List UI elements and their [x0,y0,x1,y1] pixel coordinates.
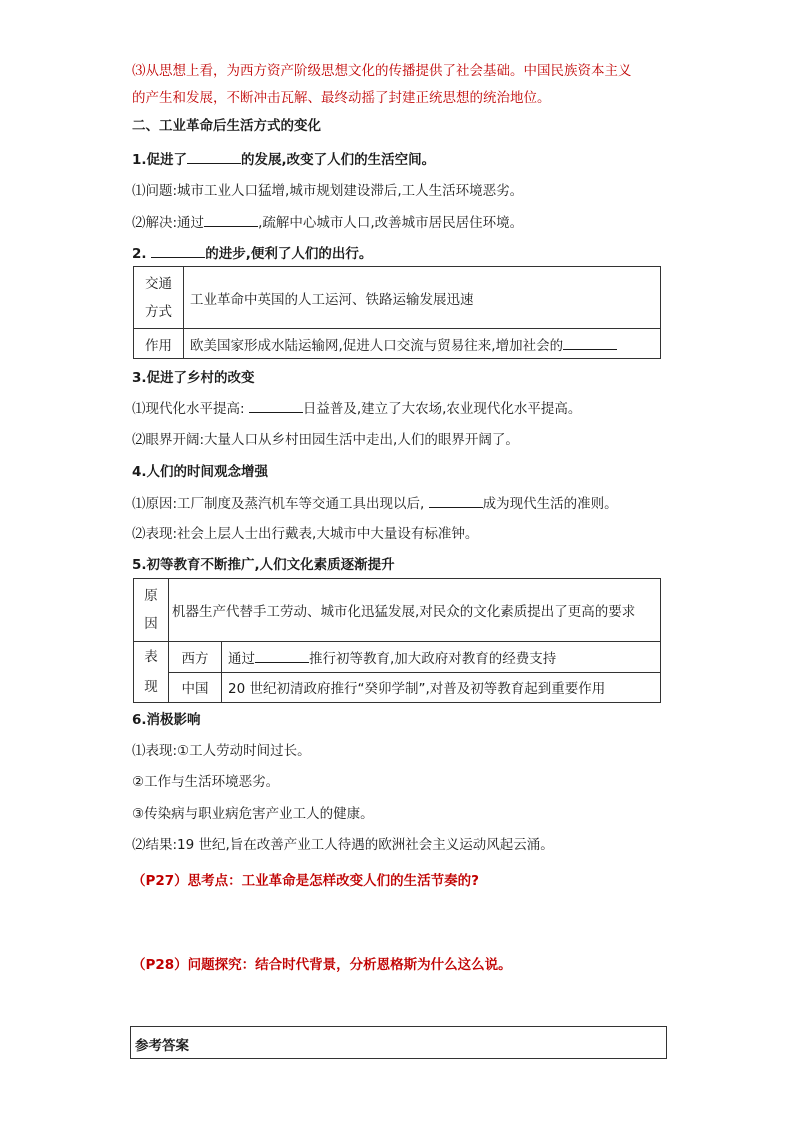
show-label-2: 现 [144,679,158,695]
item-3-p1 [132,399,581,418]
section-2-title: 二、工业革命后生活方式的变化 [132,118,321,134]
item-2-title-post: 的进步,便利了人们的出行。 [205,246,373,262]
label-line-2: 方式 [145,303,172,320]
table-cell-label [134,642,169,703]
reference-answer-title: 参考答案 [135,1038,189,1054]
item-5-title: 5.初等教育不断推广,人们文化素质逐渐提升 [132,557,395,573]
item-4-p2: ⑵表现:社会上层人士出行戴表,大城市中大量设有标准钟。 [132,526,479,542]
item-3-p1-pre: ⑴现代化水平提高: [132,401,249,417]
label-line-1: 交通 [145,275,172,292]
item-4-p1 [132,494,618,513]
table-row [134,329,661,359]
fill-blank[interactable] [563,336,617,350]
item-1-solution [132,213,523,232]
table-cell-content [184,329,661,359]
table-row [134,579,661,642]
item-1-solution-post: ,疏解中心城市人口,改善城市居民居住环境。 [258,215,524,231]
reason-label-1: 原 [144,588,158,604]
item-2-title-pre: 2. [132,246,152,262]
west-post: 推行初等教育,加大政府对教育的经费支持 [309,650,557,667]
west-pre: 通过 [228,650,255,667]
fill-blank[interactable] [249,399,303,413]
education-table [133,578,661,703]
item-3-p1-post: 日益普及,建立了大农场,农业现代化水平提高。 [302,401,582,417]
reference-answer-box [130,1026,667,1059]
table-cell-label [134,579,169,642]
fill-blank[interactable] [151,244,205,258]
explore-question-p28: （P28）问题探究：结合时代背景，分析恩格斯为什么这么说。 [132,957,512,973]
item-1-problem: ⑴问题:城市工业人口猛增,城市规划建设滞后,工人生活环境恶劣。 [132,183,524,199]
intro-line-1: ⑶从思想上看，为西方资产阶级思想文化的传播提供了社会基础。中国民族资本主义 [132,63,632,79]
item-1-solution-pre: ⑵解决:通过 [132,215,205,231]
item-4-title: 4.人们的时间观念增强 [132,464,269,480]
item-6-p2: ②工作与生活环境恶劣。 [132,774,280,790]
item-6-title: 6.消极影响 [132,712,201,728]
item-6-p4: ⑵结果:19 世纪,旨在改善产业工人待遇的欧洲社会主义运动风起云涌。 [132,837,554,853]
item-1-title-pre: 1.促进了 [132,152,188,168]
item-4-p1-pre: ⑴原因:工厂制度及蒸汽机车等交通工具出现以后, [132,496,429,512]
fill-blank[interactable] [204,213,258,227]
west-label: 西方 [169,642,222,673]
table-cell-label: 作用 [134,329,184,359]
china-content: 20 世纪初清政府推行“癸卯学制”,对普及初等教育起到重要作用 [222,672,661,703]
reason-content: 机器生产代替手工劳动、城市化迅猛发展,对民众的文化素质提出了更高的要求 [169,579,661,642]
table-row [134,267,661,329]
table-row [134,642,661,673]
item-2-title [132,244,372,263]
show-label-1: 表 [144,649,158,665]
china-label: 中国 [169,672,222,703]
item-1-title-post: 的发展,改变了人们的生活空间。 [241,152,436,168]
transport-table [133,266,661,359]
west-content [222,642,661,673]
item-4-p1-post: 成为现代生活的准则。 [482,496,618,512]
intro-line-2: 的产生和发展，不断冲击瓦解、最终动摇了封建正统思想的统治地位。 [132,90,551,106]
item-3-title: 3.促进了乡村的改变 [132,370,255,386]
fill-blank[interactable] [429,494,483,508]
fill-blank[interactable] [255,649,309,663]
item-6-p3: ③传染病与职业病危害产业工人的健康。 [132,806,374,822]
fill-blank[interactable] [187,150,241,164]
effect-text: 欧美国家形成水陆运输网,促进人口交流与贸易往来,增加社会的 [190,337,564,354]
think-point-p27: （P27）思考点：工业革命是怎样改变人们的生活节奏的? [132,873,480,889]
item-6-p1: ⑴表现:①工人劳动时间过长。 [132,743,311,759]
table-row [134,672,661,703]
item-3-p2: ⑵眼界开阔:大量人口从乡村田园生活中走出,人们的眼界开阔了。 [132,432,519,448]
item-1-title [132,150,435,169]
reason-label-2: 因 [144,616,158,632]
table-cell-content: 工业革命中英国的人工运河、铁路运输发展迅速 [184,267,661,329]
table-cell-label [134,267,184,329]
